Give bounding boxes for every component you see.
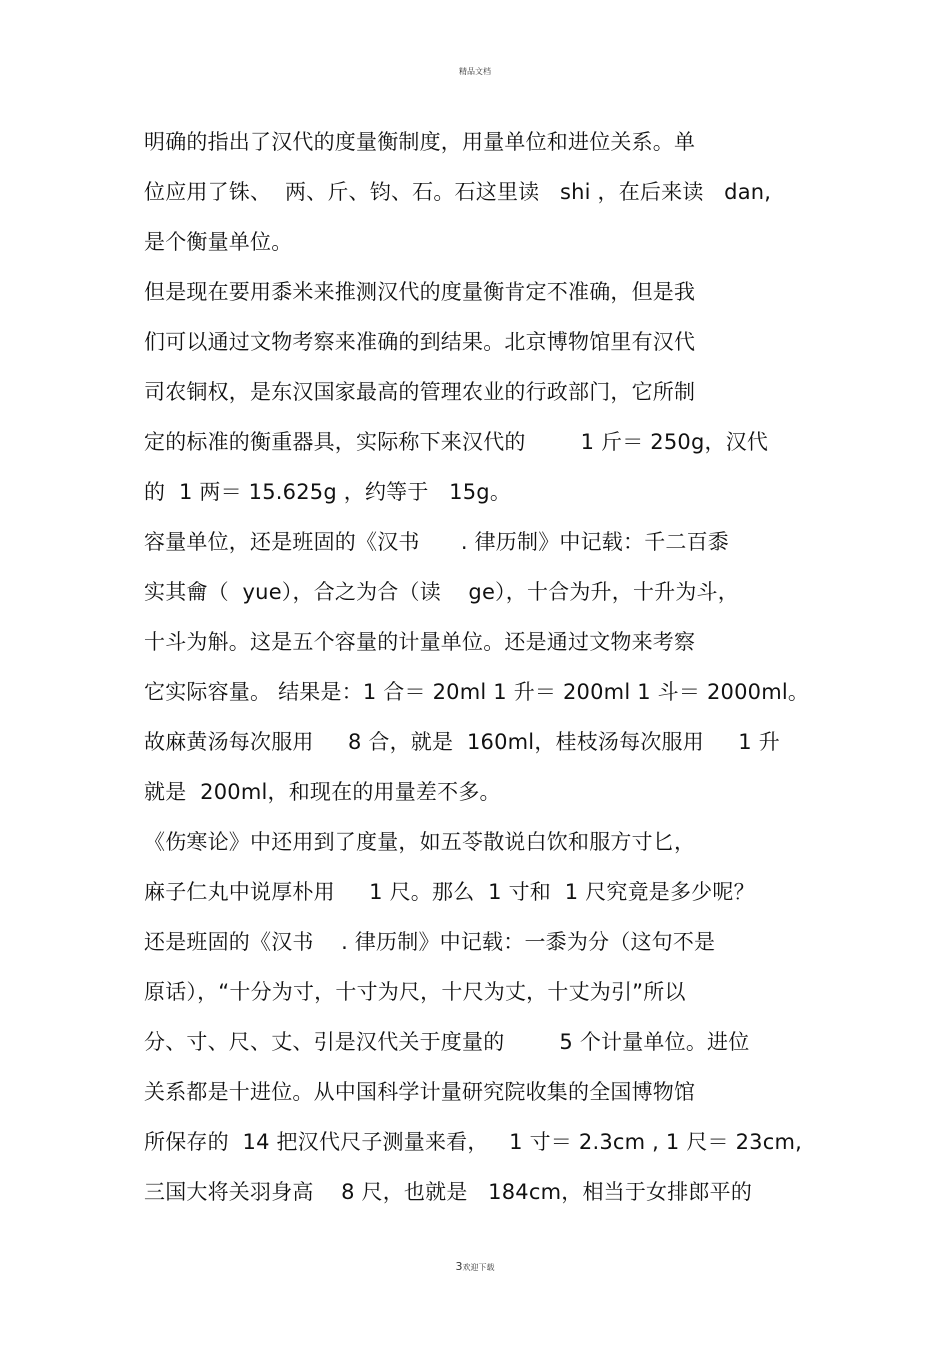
document-body [144,124,844,1224]
text-line: 位应用了铢、 两、斤、钧、石。石这里读 shi ，在后来读 dan, [144,180,772,204]
text-line: 三国大将关羽身高 8 尺，也就是 184cm，相当于女排郎平的 [144,1180,753,1204]
text-line: 关系都是十进位。从中国科学计量研究院收集的全国博物馆 [144,1080,696,1104]
text-line: 所保存的 14 把汉代尺子测量来看， 1 寸＝ 2.3cm , 1 尺＝ 23cm, [144,1130,803,1154]
text-line: 们可以通过文物考察来准确的到结果。北京博物馆里有汉代 [144,330,696,354]
text-line: 容量单位，还是班固的《汉书 . 律历制》中记载：千二百黍 [144,530,729,554]
text-line: 但是现在要用黍米来推测汉代的度量衡肯定不准确，但是我 [144,280,696,304]
text-line: 是个衡量单位。 [144,230,293,254]
text-line: 《伤寒论》中还用到了度量，如五苓散说白饮和服方寸匕， [144,830,696,854]
footer-text: 欢迎下载 [462,1263,495,1272]
text-line: 它实际容量。 结果是：1 合＝ 20ml 1 升＝ 200ml 1 斗＝ 2000ml。 [144,680,810,704]
text-line: 明确的指出了汉代的度量衡制度，用量单位和进位关系。单 [144,130,696,154]
text-line: 的 1 两＝ 15.625g ，约等于 15g。 [144,480,512,504]
text-line: 麻子仁丸中说厚朴用 1 尺。那么 1 寸和 1 尺究竟是多少呢？ [144,880,755,904]
page-header: 精品文档 [459,67,491,76]
text-line: 分、寸、尺、丈、引是汉代关于度量的 5 个计量单位。进位 [144,1030,750,1054]
page-number: 3 [455,1260,463,1273]
page-footer [0,1260,950,1273]
text-line: 实其龠（ yue），合之为合（读 ge），十合为升，十升为斗， [144,580,739,604]
text-line: 十斗为斛。这是五个容量的计量单位。还是通过文物来考察 [144,630,696,654]
text-line: 就是 200ml，和现在的用量差不多。 [144,780,501,804]
text-line: 司农铜权，是东汉国家最高的管理农业的行政部门，它所制 [144,380,696,404]
text-line: 定的标准的衡重器具，实际称下来汉代的 1 斤＝ 250g，汉代 [144,430,769,454]
text-line: 还是班固的《汉书 . 律历制》中记载：一黍为分（这句不是 [144,930,716,954]
text-line: 原话），“十分为寸，十寸为尺，十尺为丈，十丈为引”所以 [144,980,686,1004]
text-line: 故麻黄汤每次服用 8 合，就是 160ml，桂枝汤每次服用 1 升 [144,730,780,754]
